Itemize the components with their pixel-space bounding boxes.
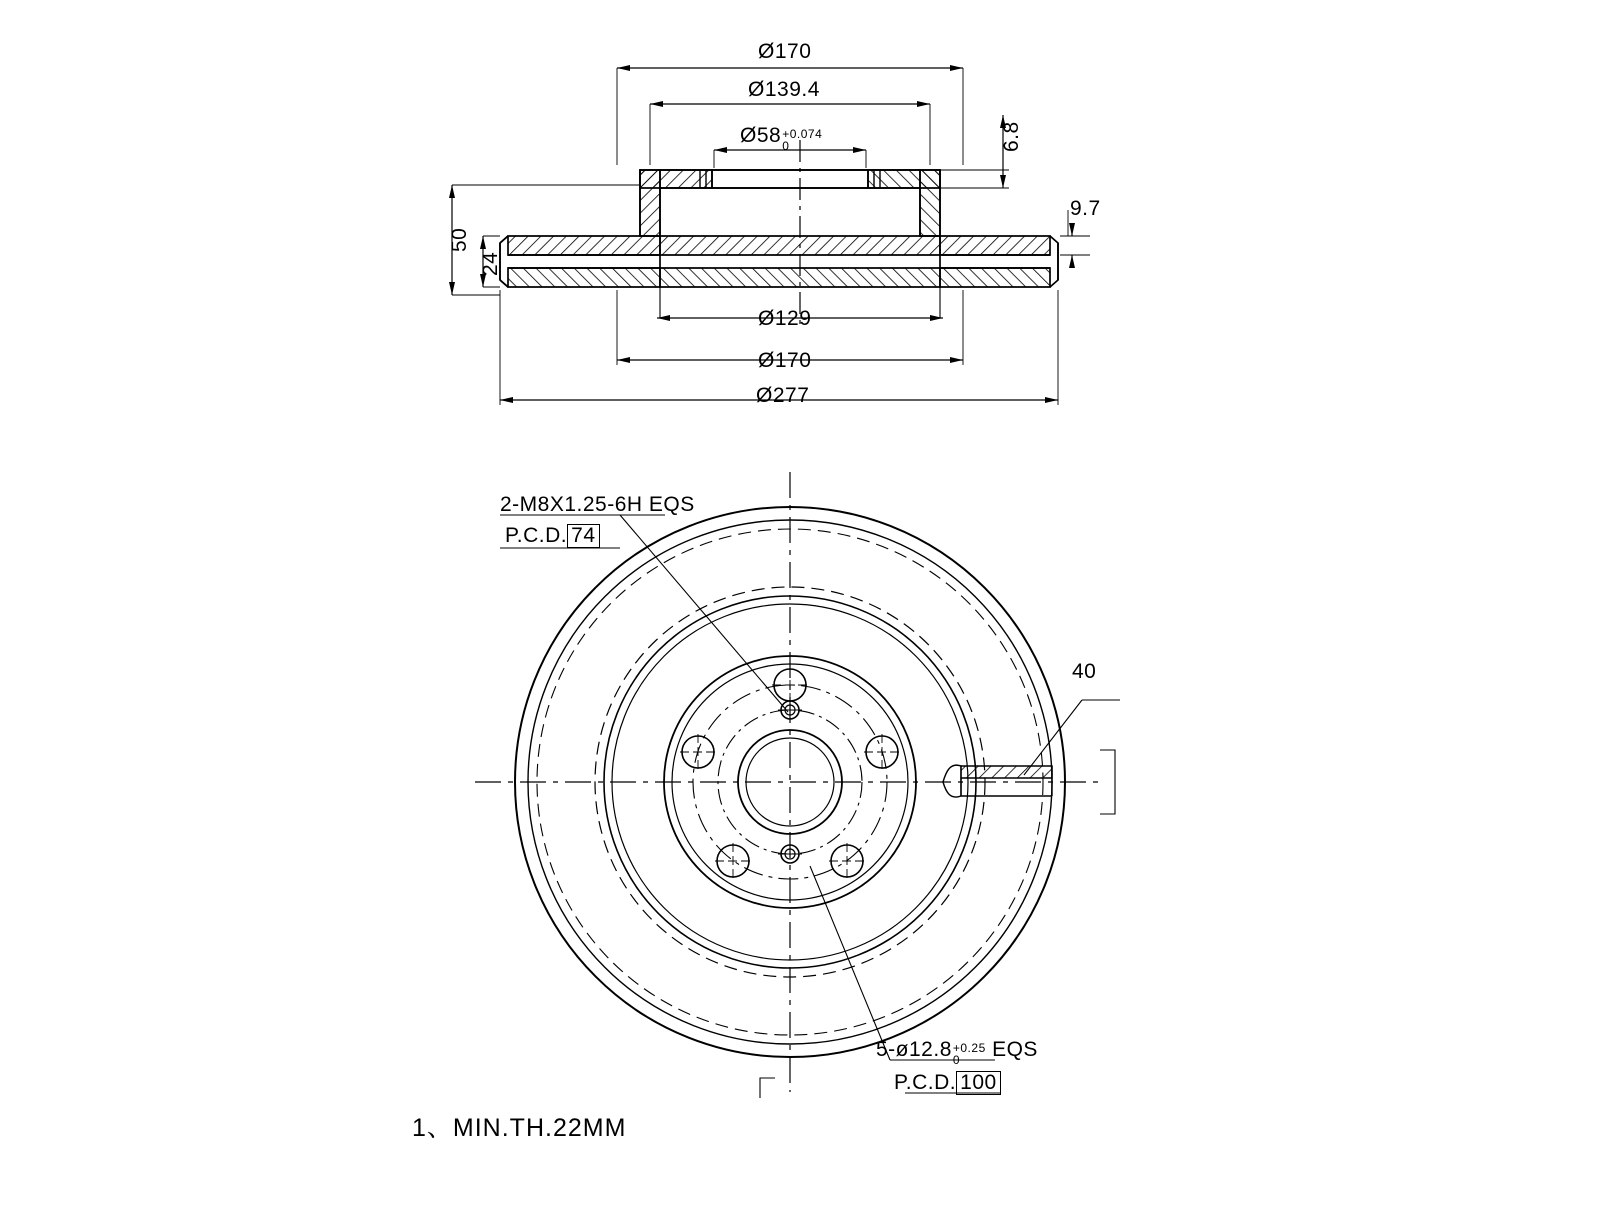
pcd-label-100: P.C.D.	[894, 1071, 957, 1094]
note-min-thickness: 1、MIN.TH.22MM	[412, 1114, 627, 1142]
vane-width-callout: 40	[1072, 660, 1097, 683]
dim-center-bore-diameter	[740, 124, 822, 152]
dim-disc-rim-thickness: 9.7	[1070, 197, 1101, 220]
dim-hat-mid-diameter: Ø139.4	[748, 78, 820, 101]
pcd-value-100: 100	[956, 1071, 1001, 1095]
bolt-hole-eqs: EQS	[985, 1038, 1038, 1061]
bolt-hole-tolerance: +0.25 0	[952, 1040, 986, 1067]
dim-outer-hat-diameter: Ø170	[758, 40, 812, 63]
pcd-label-74: P.C.D.	[505, 524, 568, 547]
pcd-value-74: 74	[567, 524, 599, 548]
dim-inner-vane-diameter: Ø129	[758, 307, 812, 330]
center-bore-value: Ø58	[740, 124, 782, 147]
dim-overall-height: 50	[448, 227, 471, 252]
dim-hat-thickness: 6.8	[1000, 121, 1023, 152]
dim-hat-base-diameter: Ø170	[758, 349, 812, 372]
bolt-hole-callout-line1	[876, 1038, 1038, 1066]
dim-disc-thickness: 24	[479, 251, 502, 276]
center-bore-tolerance: +0.074 0	[782, 126, 823, 153]
dim-disc-outer-diameter: Ø277	[756, 384, 810, 407]
bolt-hole-size: 5-ø12.8	[876, 1038, 952, 1061]
threaded-hole-callout-line1: 2-M8X1.25-6H EQS	[500, 493, 695, 516]
bolt-hole-callout-line2	[894, 1071, 1001, 1095]
threaded-hole-callout-line2	[505, 524, 600, 548]
